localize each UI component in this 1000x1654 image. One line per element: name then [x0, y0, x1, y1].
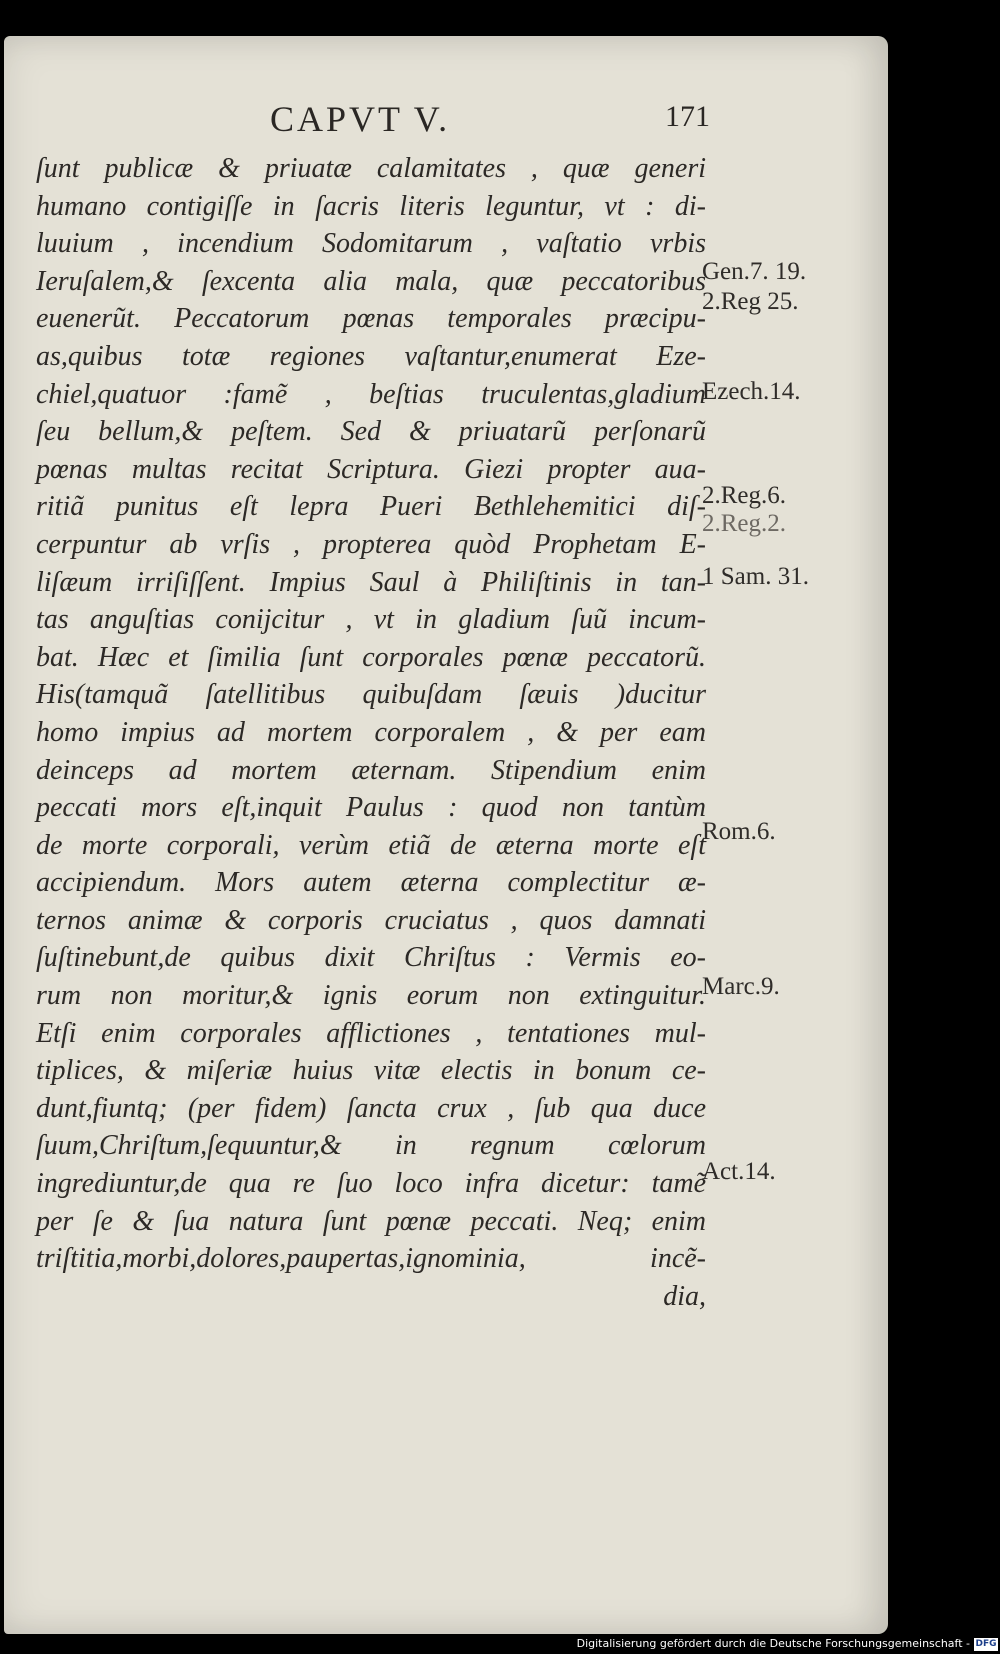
text-line: pœnas multas recitat Scriptura. Giezi propter aua-: [36, 453, 706, 485]
text-line: euenerũt. Peccatorum pœnas temporales præcipu-: [36, 303, 706, 335]
text-line: ſunt publicæ & priuatæ calamitates , quæ generi: [36, 153, 706, 184]
text-line: liſæum irriſiſſent. Impius Saul à Philiſtinis in tan-: [36, 566, 706, 598]
text-line: deinceps ad mortem æternam. Stipendium enim: [36, 754, 706, 786]
catchword: dia,: [663, 1280, 706, 1312]
margin-note: Rom.6.: [702, 818, 776, 845]
text-line: luuium , incendium Sodomitarum , vaſtatio vrbis: [36, 228, 706, 260]
text-line: ritiã punitus eſt lepra Pueri Bethlehemitici diſ-: [36, 491, 706, 523]
text-line: tiplices, & miſeriæ huius vitæ electis in bonum ce-: [36, 1055, 706, 1087]
text-line: cerpuntur ab vrſis , propterea quòd Prophetam E-: [36, 528, 706, 560]
margin-note: 2.Reg.2.: [702, 510, 787, 537]
margin-note: 2.Reg.6.: [702, 482, 787, 509]
text-line: homo impius ad mortem corporalem , & per eam: [36, 716, 706, 748]
text-line: Ieruſalem,& ſexcenta alia mala, quæ peccatoribus: [36, 265, 706, 297]
margin-note: Ezech.14.: [702, 378, 801, 405]
margin-note: Act.14.: [702, 1158, 776, 1185]
body-text: [36, 150, 706, 1315]
text-line: Etſi enim corporales afflictiones , tentationes mul-: [36, 1017, 706, 1049]
text-line: peccati mors eſt,inquit Paulus : quod non tantùm: [36, 792, 706, 824]
margin-notes: [702, 0, 842, 1654]
margin-note: Marc.9.: [702, 973, 780, 1000]
text-line: per ſe & ſua natura ſunt pœnæ peccati. Neq; enim: [36, 1205, 706, 1237]
page-header: [270, 98, 710, 148]
margin-note: Gen.7. 19.: [702, 258, 807, 285]
text-line: ſeu bellum,& peſtem. Sed & priuatarũ perſonarũ: [36, 416, 706, 448]
text-line: rum non moritur,& ignis eorum non extinguitur.: [36, 980, 706, 1012]
text-line: de morte corporali, verùm etiã de æterna morte eſt: [36, 829, 706, 861]
text-line: humano contigiſſe in ſacris literis leguntur, vt : di-: [36, 190, 706, 222]
margin-note: 1 Sam. 31.: [702, 563, 809, 590]
margin-note: 2.Reg 25.: [702, 288, 799, 315]
text-line: dunt,fiuntq; (per fidem) ſancta crux , ſub qua duce: [36, 1092, 706, 1124]
text-line: ternos animæ & corporis cruciatus , quos damnati: [36, 904, 706, 936]
text-line: ſuum,Chriſtum,ſequuntur,& in regnum cœlorum: [36, 1130, 706, 1162]
text-line: ſuſtinebunt,de quibus dixit Chriſtus : Vermis eo-: [36, 942, 706, 974]
credit-text: Digitalisierung gefördert durch die Deutsche Forschungsgemeinschaft -: [576, 1637, 970, 1650]
text-line: as,quibus totæ regiones vaſtantur,enumerat Eze-: [36, 340, 706, 372]
text-line: tas anguſtias conijcitur , vt in gladium ſuũ incum-: [36, 604, 706, 636]
page-number: 171: [665, 100, 710, 133]
dfg-logo: DFG: [975, 1639, 997, 1649]
text-line: bat. Hæc et ſimilia ſunt corporales pœnæ peccatorũ.: [36, 641, 706, 673]
text-line: triſtitia,morbi,dolores,paupertas,ignominia, incẽ-: [36, 1243, 706, 1275]
footer-credit-bar: [576, 1636, 1000, 1654]
running-head: CAPVT V.: [270, 99, 451, 139]
text-line: accipiendum. Mors autem æterna complectitur æ-: [36, 867, 706, 899]
text-line: ingrediuntur,de qua re ſuo loco infra dicetur: tamẽ: [36, 1168, 706, 1200]
text-line: chiel,quatuor :famẽ , beſtias truculentas,gladium: [36, 378, 706, 410]
text-line: His(tamquã ſatellitibus quibuſdam ſæuis )ducitur: [36, 679, 706, 711]
